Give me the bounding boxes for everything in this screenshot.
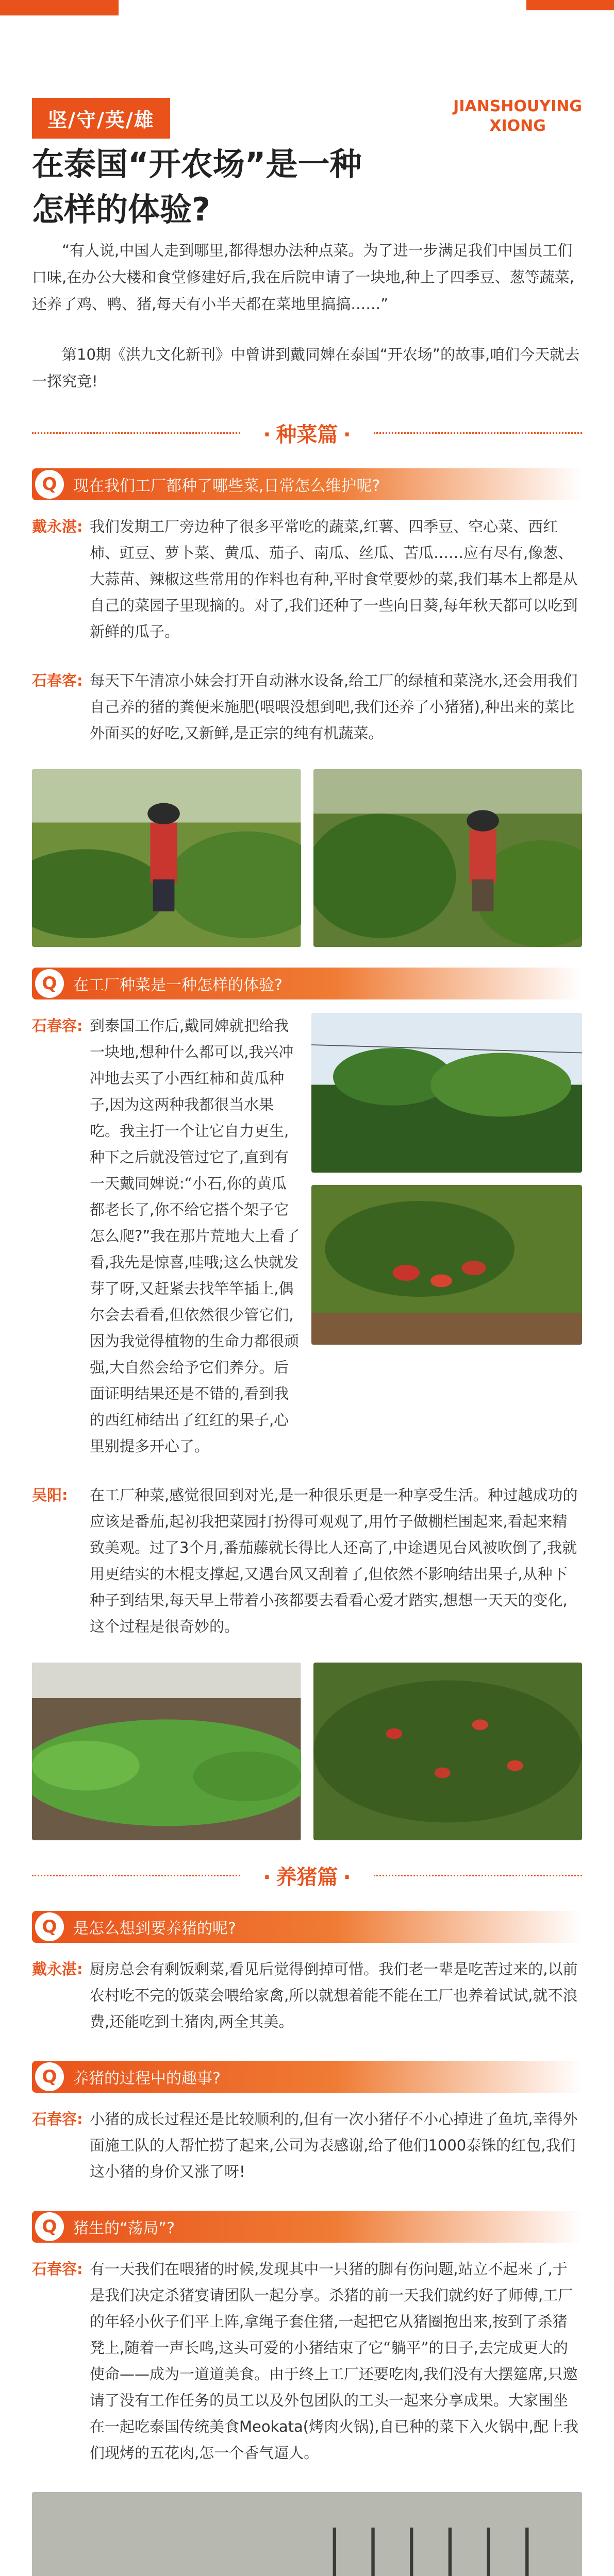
corner-decoration-right [526, 0, 614, 10]
answer [32, 2106, 582, 2195]
question-icon: Q [35, 2212, 64, 2241]
answer [32, 1013, 301, 1470]
side-photos [311, 1013, 582, 1470]
answer-body [90, 2106, 582, 2195]
question-bar [32, 2211, 582, 2243]
tomato-photo [311, 1185, 582, 1345]
answer [32, 514, 582, 655]
answer-text: 有一天我们在喂猪的时候,发现其中一只猪的脚有伤问题,站立不起来了,于是我们决定杀猪宴请团队一起分享。杀猪的前一天我们就约好了师傅,工厂的年轻小伙子们平上阵,拿绳子套住猪,一起把它从猪圈抱出来,按到了杀猪凳上,随着一声长鸣,这头可爱的小猪结束了它“躺平”的日子,去完成更大的使命——成为一道道美食。由于终上工厂还要吃肉,我们没有大摆筵席,只邀请了没有工作任务的员工以及外包团队的工头一起来分享成果。大家围坐在一起吃泰国传统美食Meokata(烤肉火锅),自已种的菜下入火锅中,配上我们现烤的五花肉,怎一个香气逼人。 [90, 2260, 578, 2462]
answer-body [90, 2256, 582, 2477]
section-heading-veg [32, 418, 582, 448]
pinyin-line-2: XIONG [489, 117, 546, 135]
answer-text: 到泰国工作后,戴同婢就把给我一块地,想种什么都可以,我兴冲冲地去买了小西红柿和黄瓜种子,因为这两种我都很当水果吃。我主打一个让它自力更生,种下之后就没管过它了,直到有一天戴同婢说:“小石,你的黄瓜都老长了,你不给它搭个架子它怎么爬?”我在那片荒地大上看了看,我先是惊喜,哇哦;这么快就发芽了呀,又赶紧去找竿竿插上,偶尔会去看看,但依然很少管它们,因为我觉得植物的生命力都很顽强,大自然会给予它们养分。后面证明结果还是不错的,看到我的西红柿结出了红红的果子,心里别提多开心了。 [90, 1017, 300, 1455]
title-line-1: 在泰国“开农场”是一种 [32, 145, 362, 183]
question-text: 养猪的过程中的趣事? [73, 2070, 221, 2088]
photo-row [32, 769, 582, 947]
question-bar [32, 468, 582, 500]
question-icon: Q [35, 470, 64, 499]
divider [32, 1875, 240, 1876]
section-heading-pig [32, 1861, 582, 1890]
garden-photo [313, 769, 583, 947]
intro-paragraph: “有人说,中国人走到哪里,都得想办法种点菜。为了进一步满足我们中国员工们口味,在办公大楼和食堂修建好后,我在后院申请了一块地,种上了四季豆、葱等蔬菜,还养了鸡、鸭、猪,每天有小半天都在菜地里搞搞……” [32, 242, 574, 313]
pig-photo [32, 2492, 582, 2576]
question-icon: Q [35, 1912, 64, 1941]
intro [0, 237, 614, 395]
question-bar [32, 1911, 582, 1943]
answer [32, 668, 582, 757]
section-title: · 种菜篇 · [258, 418, 356, 448]
column-tag-pinyin [453, 97, 582, 136]
seedlings-photo [32, 1663, 301, 1840]
speaker-name: 石春容: [32, 1017, 83, 1035]
question-bar [32, 2061, 582, 2093]
title-line-2: 怎样的体验? [32, 191, 210, 228]
question-text: 猪生的“荡局”? [73, 2219, 175, 2238]
answer-with-photos [32, 1013, 582, 1470]
pinyin-line-1: JIANSHOUYING [453, 97, 582, 115]
divider [374, 432, 582, 434]
answer-body [90, 514, 582, 655]
article-title [32, 142, 578, 232]
answer-body [90, 1956, 582, 2045]
question-text: 是怎么想到要养猪的呢? [73, 1920, 236, 1938]
tomato-plants-photo [313, 1663, 583, 1840]
answer [32, 1956, 582, 2045]
divider [374, 1875, 582, 1876]
answer-text: 我们发期工厂旁边种了很多平常吃的蔬菜,红薯、四季豆、空心菜、西红柿、豇豆、萝卜菜、黄瓜、茄子、南瓜、丝瓜、苦瓜……应有尽有,像葱、大蒜苗、辣椒这些常用的作料也有种,平时食堂要炒的菜,我们基本上都是从自己的菜园子里现摘的。对了,我们还种了一些向日葵,每年秋天都可以吃到新鲜的瓜子。 [90, 518, 578, 640]
question-text: 在工厂种菜是一种怎样的体验? [73, 976, 283, 994]
answer [32, 1482, 582, 1650]
question-icon: Q [35, 2062, 64, 2091]
garden-photo [32, 769, 301, 947]
answer-body [90, 1013, 301, 1470]
section-title: · 养猪篇 · [258, 1861, 356, 1890]
answer-text: 厨房总会有剩饭剩菜,看见后觉得倒掉可惜。我们老一辈是吃苦过来的,以前农村吃不完的饭菜会喂给家禽,所以就想着能不能在工厂也养着试试,就不浪费,还能吃到土猪肉,两全其美。 [90, 1960, 578, 2030]
answer-body [90, 668, 582, 757]
speaker-name: 石春客: [32, 672, 83, 689]
intro-paragraph: 第10期《洪九文化新刊》中曾讲到戴同婢在泰国“开农场”的故事,咱们今天就去一探究竟! [32, 346, 580, 390]
divider [32, 432, 240, 434]
speaker-name: 石春容: [32, 2110, 83, 2128]
speaker-name: 石春容: [32, 2260, 83, 2278]
question-text: 现在我们工厂都种了哪些菜,日常怎么维护呢? [73, 477, 380, 495]
answer-text: 在工厂种菜,感觉很回到对光,是一种很乐更是一种享受生活。种过越成功的应该是番茄,起初我把菜园打扮得可观观了,用竹子做棚栏围起来,看起来精致美观。过了3个月,番茄藤就长得比人还高了,中途遇见台风被吹倒了,我就用更结实的木棍支撑起,又遇台风又刮着了,但依然不影响结出果子,从种下种子到结果,每天早上带着小孩都要去看看心爱才踏实,想想一天天的变化,这个过程是很奇妙的。 [90, 1486, 578, 1635]
photo-row [32, 1663, 582, 1840]
question-icon: Q [35, 969, 64, 998]
article-header [0, 0, 614, 237]
answer [32, 2256, 582, 2477]
answer-body [90, 1482, 582, 1650]
column-tag: 坚/守/英/雄 [32, 98, 170, 139]
answer-text: 每天下午清凉小妹会打开自动淋水设备,给工厂的绿植和菜浇水,还会用我们自己养的猪的粪便来施肥(喂喂没想到吧,我们还养了小猪猪),种出来的菜比外面买的好吃,又新鲜,是正宗的纯有机蔬菜。 [90, 672, 578, 742]
speaker-name: 戴永湛: [32, 1960, 83, 1978]
vegetable-photo [311, 1013, 582, 1173]
question-bar [32, 968, 582, 999]
answer-text: 小猪的成长过程还是比较顺利的,但有一次小猪仔不小心掉进了鱼坑,幸得外面施工队的人帮忙捞了起来,公司为表感谢,给了他们1000泰铢的红包,我们这小猪的身价又涨了呀! [90, 2110, 578, 2180]
speaker-name: 吴阳: [32, 1486, 68, 1504]
speaker-name: 戴永湛: [32, 518, 83, 535]
corner-decoration-left [0, 0, 119, 15]
